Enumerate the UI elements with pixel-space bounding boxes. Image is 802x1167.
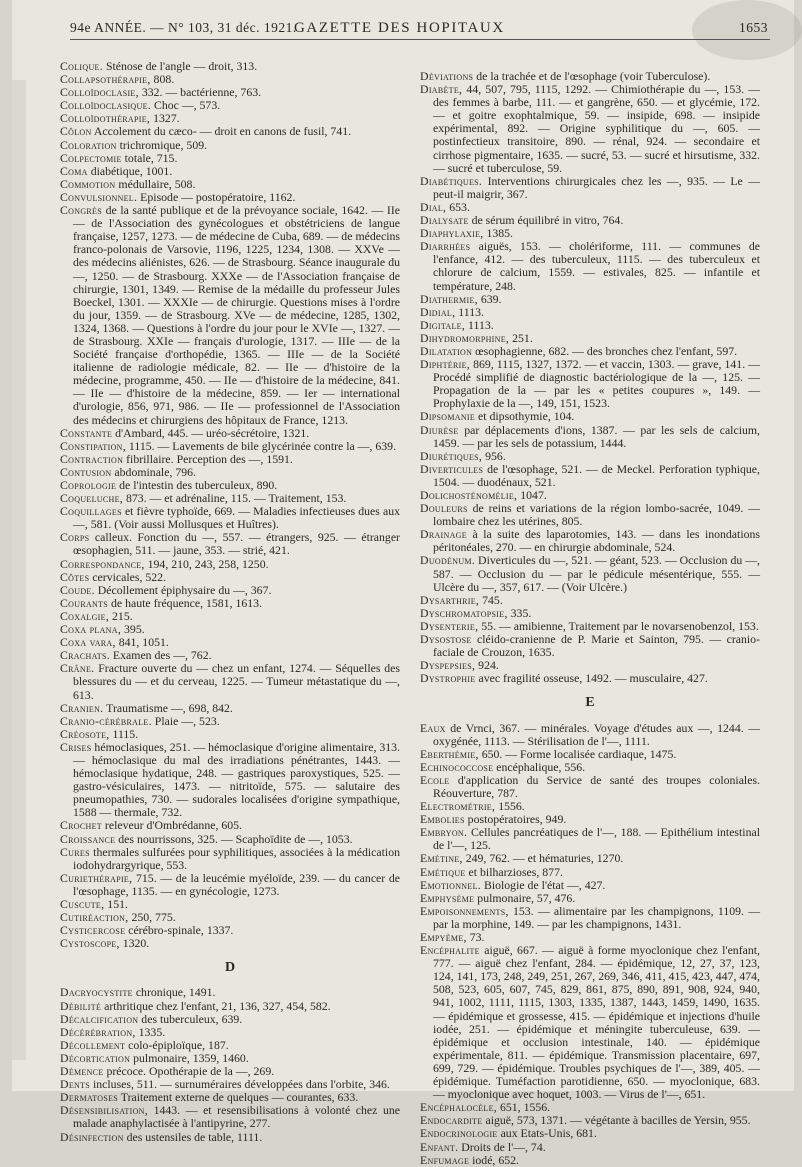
entry-heading: Diaphylaxie,	[420, 226, 484, 241]
entry-references: Accolement du cæco- — droit en canons de fusil, 741.	[91, 124, 352, 139]
entry-references: postopératoires, 949.	[464, 812, 567, 827]
entry-heading: Coquillages	[60, 504, 122, 519]
entry-references: 651, 1556.	[497, 1100, 551, 1115]
entry-references: 332. — bactérienne, 763.	[138, 85, 262, 100]
entry-heading: Diphtérie,	[420, 357, 471, 372]
entry-heading: Dipsomanie	[420, 409, 476, 424]
entry-references: Choc —, 573.	[151, 98, 221, 113]
entry-references: 249, 762. — et hématuries, 1270.	[462, 851, 624, 866]
entry-references: 1115. — Lavements de bile glycérinée contre la —, 639.	[125, 438, 397, 453]
entry-heading: Eberthémie,	[420, 746, 479, 761]
entry-heading: Coxa vara,	[60, 635, 116, 650]
entry-references: pulmonaire, 57, 476.	[474, 890, 576, 905]
entry-references: et bilharzioses, 877.	[465, 864, 563, 879]
index-entry	[420, 83, 760, 175]
index-entry	[420, 826, 760, 852]
entry-references: 335.	[507, 605, 532, 620]
entry-heading: Cuscute,	[60, 897, 105, 911]
index-entry	[60, 872, 400, 898]
entry-references: 44, 507, 795, 1115, 1292. — Chimiothérapie du —, 153. — des femmes à barbe, 111. — et gangrène, 650. — et glycémie, 172. — et goitre exophtalmique, 59. — insipide, 698. — insipide expérimental, 892. — Origine syphilitique du —, 605. — postinfectieux transitoire, 890. — rénal, 924. — secondaire et cirrhose pigmentaire, 1635. — sucré, 53. — sucré et hirsutisme, 332. — sucré et tuberculose, 59.	[433, 82, 760, 175]
entry-heading: Empoisonnements,	[420, 903, 509, 918]
entry-heading: Dialysate	[420, 213, 469, 228]
entry-references: de Vrnci, 367. — minérales. Voyage d'études aux —, 1244. — oxygénée, 1113. — Stérilisation de l'—, 1111.	[433, 720, 760, 748]
entry-references: 1115.	[109, 726, 139, 741]
entry-heading: Coma	[60, 163, 88, 178]
entry-heading: Empyème,	[420, 930, 467, 944]
entry-references: Droits de l'—, 74.	[458, 1139, 546, 1154]
entry-references: d'application du Service de santé des troupes coloniales. Réouverture, 787.	[433, 772, 760, 800]
entry-references: aiguë, 667. — aiguë à forme myoclonique chez l'enfant, 777. — aiguë chez l'enfant, 284. — épidémique, 12, 27, 37, 123, 124, 141, 173, 248, 249, 251, 267, 269, 346, 411, 415, 423, 447, 474, 508, 523, 605, 607, 745, 829, 861, 875, 890, 891, 908, 924, 940, 941, 1002, 1111, 1115, 1303, 1335, 1387, 1443, 1459, 1490, 1635. — épidémique et grossesse, 415. — épidémique et injections d'huile iodée, 251. — épidémique et méningite tuberculeuse, 639. — épidémique et occlusion intestinale, 140. — épidémique expérimentale, 811. — épidémique. Transmission placentaire, 697, 699, 729. — épidémique. Troubles psychiques de l'—, 389, 405. — épidémique. Tuméfaction parotidienne, 650. — myoclonique, 683. — myoclonique avec hoquet, 1003. — Virus de l'—, 651.	[433, 943, 760, 1102]
entry-references: cervicales, 522.	[89, 569, 167, 584]
entry-references: iodé, 652.	[469, 1152, 519, 1167]
entry-references: arthritique chez l'enfant, 21, 136, 327, 454, 582.	[101, 998, 331, 1013]
entry-references: Cellules pancréatiques de l'—, 188. — Epithélium intestinal de l'—, 125.	[433, 825, 760, 853]
entry-heading: Crises	[60, 739, 92, 754]
entry-references: 715. — de la leucémie myéloïde, 239. — du cancer de l'œsophage, 1135. — en gynécologie, 1273.	[73, 870, 400, 898]
entry-heading: Dystrophie	[420, 671, 476, 686]
entry-heading: Endocardite	[420, 1113, 483, 1128]
entry-references: Traitement externe de quelques — courantes, 633.	[118, 1090, 359, 1105]
index-entry	[420, 554, 760, 593]
entry-heading: Diabétiques.	[420, 173, 483, 188]
entry-references: de la santé publique et de la prévoyance sociale, 1642. — IIe — de l'Association des gynécologues et obstétriciens de langue française, 1257, 1273. — de médecine de Cuba, 689. — de médecins franco-polonais de Varsovie, 1196, 1225, 1234, 1308. — XXVe — des médecins aliénistes, 626. — de Strasbourg. Séance inaugurale du —, 1250. — de Strasbourg. XXXe — de l'Association française de chirurgie, 1301, 1349. — Remise de la médaille du professeur Jules Boeckel, 1301. — XXXIe — de chirurgie. Questions mises à l'ordre du jour, 1359. — de Strasbourg. XVe — de médecine, 1285, 1302, 1324, 1368. — Questions à l'ordre du jour pour le XVIe —, 1327. — de Strasbourg. XXIe — français d'urologie, 1317. — IIIe — de la Société française d'orthopédie, 1365. — IIIe — de la Société italienne de radiologie médicale, 82. — IIe — d'histoire de la médecine, programme, 450. — IIe — d'histoire de la médecine, 841. — IIe — d'histoire de la médecine, 859. — Ier — international d'urologie, 856, 971, 986. — IIe — professionnel de l'Association des médecins et chirurgiens des hôpitaux de France, 1213.	[73, 203, 400, 427]
entry-heading: Eaux	[420, 720, 446, 735]
entry-heading: Didial,	[420, 304, 456, 319]
entry-heading: Emotionnel.	[420, 877, 482, 892]
entry-references: aiguë, 573, 1371. — végétante à bacilles de Yersin, 955.	[482, 1113, 751, 1128]
entry-heading: Correspondance,	[60, 556, 145, 571]
entry-heading: Constante	[60, 425, 113, 440]
entry-references: 924.	[475, 658, 499, 673]
entry-heading: Convulsionnel.	[60, 189, 138, 204]
index-entry	[420, 502, 760, 528]
index-entry	[60, 662, 400, 701]
entry-heading: Dilatation	[420, 343, 473, 358]
issue-info: 94e ANNÉE. — N° 103, 31 déc. 1921.	[70, 20, 297, 35]
entry-heading: Endocrinologie	[420, 1126, 498, 1141]
index-entry	[60, 505, 400, 531]
entry-references: Fracture ouverte du — chez un enfant, 1274. — Séquelles des blessures du — et du cerveau, 1225. — Tumeur métastatique du —, 613.	[73, 661, 400, 702]
entry-heading: Cranio-cérébrale.	[60, 713, 152, 728]
entry-heading: Coxalgie,	[60, 608, 110, 623]
entry-heading: Coqueluche,	[60, 491, 124, 506]
index-page	[12, 0, 794, 1167]
entry-references: Episode — postopératoire, 1162.	[137, 189, 296, 204]
entry-references: de reins et variations de la région lombo-sacrée, 1049. — lombaire chez les utérines, 805.	[433, 501, 760, 529]
entry-heading: Démence	[60, 1064, 104, 1079]
entry-heading: Emétique	[420, 864, 466, 879]
entry-references: 650. — Forme localisée cardiaque, 1475.	[478, 746, 677, 761]
entry-heading: Douleurs	[420, 501, 468, 516]
entry-heading: Dial,	[420, 199, 447, 214]
entry-heading: Crachats.	[60, 648, 110, 663]
entry-heading: Désensibilisation,	[60, 1103, 148, 1118]
entry-references: 55. — amibienne, Traitement par le novarsenobenzol, 153.	[478, 618, 759, 633]
entry-heading: Coxa plana,	[60, 622, 122, 637]
index-entry	[60, 204, 400, 427]
entry-heading: Colloïdothérapie,	[60, 111, 151, 126]
entry-references: 215.	[109, 608, 133, 623]
entry-references: cérébro-spinale, 1337.	[125, 923, 234, 938]
entry-references: Examen des —, 762.	[109, 648, 212, 663]
entry-references: 1556.	[495, 799, 525, 814]
entry-references: œsophagienne, 682. — des bronches chez l'enfant, 597.	[472, 343, 738, 358]
entry-references: des ustensiles de table, 1111.	[123, 1129, 263, 1144]
entry-references: des nourrissons, 325. — Scaphoïdite de —, 1053.	[115, 831, 353, 846]
page-number: 1653	[739, 20, 768, 35]
entry-heading: Dolichosténomélie,	[420, 488, 518, 502]
entry-references: colo-épiploïque, 187.	[125, 1037, 229, 1052]
entry-references: 1113.	[455, 304, 484, 319]
index-entry	[60, 937, 400, 950]
entry-references: de sérum équilibré in vitro, 764.	[468, 213, 624, 228]
entry-references: 745.	[479, 592, 503, 607]
entry-references: de haute fréquence, 1581, 1613.	[108, 595, 263, 610]
index-entry	[420, 1154, 760, 1167]
index-entry	[420, 944, 760, 1101]
entry-references: 653.	[446, 199, 470, 214]
entry-references: par déplacements d'ions, 1387. — par les sels de calcium, 1459. — par les sels de potassium, 1444.	[433, 422, 760, 450]
entry-references: abdominale, 796.	[111, 464, 196, 479]
entry-references: totale, 715.	[121, 150, 178, 165]
entry-heading: Drainage	[420, 527, 467, 542]
entry-heading: Encéphalite	[420, 943, 480, 958]
entry-heading: Cutiréaction,	[60, 910, 129, 925]
entry-heading: Crochet	[60, 818, 102, 833]
journal-title: GAZETTE DES HOPITAUX	[294, 20, 505, 36]
index-column-right	[420, 69, 760, 1167]
entry-references: 869, 1115, 1327, 1372. — et vaccin, 1303. — grave, 141. — Procédé simplifié de diagnostic bactériologique de la —, 125. — Propagation de la — par les « petites coupures », 149. — Prophylaxie de la —, 149, 151, 1523.	[433, 357, 760, 411]
entry-heading: Contraction	[60, 451, 124, 466]
index-entry	[420, 722, 760, 748]
entry-references: Sténose de l'angle — droit, 313.	[103, 59, 258, 73]
index-entry	[420, 905, 760, 931]
index-entry	[420, 672, 760, 685]
entry-heading: Cranien.	[60, 700, 104, 715]
entry-heading: Dacryocystite	[60, 985, 133, 1000]
entry-references: 873. — et adrénaline, 115. — Traitement, 153.	[123, 491, 347, 506]
entry-heading: Corps	[60, 530, 90, 545]
entry-references: 395.	[121, 622, 145, 637]
index-entry	[60, 1104, 400, 1130]
entry-references: releveur d'Ombrédanne, 605.	[101, 818, 242, 833]
section-letter: E	[585, 695, 595, 711]
section-letter: D	[224, 960, 236, 976]
entry-references: diabétique, 1001.	[87, 163, 173, 178]
entry-heading: Décollement	[60, 1037, 126, 1052]
entry-references: aux Etats-Unis, 681.	[497, 1126, 597, 1141]
entry-heading: Congrès	[60, 203, 102, 218]
entry-references: précoce. Opothérapie de la —, 269.	[103, 1064, 275, 1079]
entry-references: chronique, 1491.	[132, 985, 216, 1000]
entry-heading: Débilité	[60, 998, 102, 1013]
entry-references: Biologie de l'état —, 427.	[481, 877, 606, 892]
entry-heading: Cystoscope,	[60, 936, 120, 951]
entry-heading: Déviations	[420, 69, 474, 83]
entry-references: hémoclasiques, 251. — hémoclasique d'origine alimentaire, 313. — hémoclasique du mal des irradiations pénétrantes, 1443. — hémoclasique hydatique, 248. — gastriques paroxystiques, 525. — gastro-vésiculaires, 1473. — nitritoïde, 575. — salutaire des pneumopathies, 730. — sudorales localisées d'origine sympathique, 1588 — thermale, 732.	[73, 739, 400, 820]
entry-references: Interventions chirurgicales chez les —, 935. — Le — peut-il maigrir, 367.	[433, 173, 760, 201]
entry-references: et dipsothymie, 104.	[475, 409, 575, 424]
entry-references: et fièvre typhoïde, 669. — Maladies infectieuses dues aux —, 581. (Voir aussi Mollusques et Huîtres).	[73, 504, 400, 532]
entry-heading: Colique.	[60, 59, 103, 73]
entry-references: incluses, 511. — surnuméraires développées dans l'orbite, 346.	[90, 1077, 390, 1092]
entry-references: Traumatisme —, 698, 842.	[103, 700, 233, 715]
entry-heading: Dihydromorphine,	[420, 330, 510, 345]
entry-heading: Commotion	[60, 176, 116, 191]
entry-heading: Embryon.	[420, 825, 468, 840]
running-header	[70, 10, 770, 40]
entry-heading: Diabète,	[420, 82, 463, 97]
entry-references: fibrillaire. Perception des —, 1591.	[123, 451, 293, 466]
entry-heading: Dyspepsies,	[420, 658, 476, 673]
entry-heading: Enfumage	[420, 1152, 470, 1167]
entry-heading: Diurétiques,	[420, 448, 483, 463]
entry-heading: Dysostose	[420, 632, 472, 647]
entry-heading: Contusion	[60, 464, 112, 479]
entry-heading: Colloïdoclasique.	[60, 98, 152, 113]
index-entry	[60, 741, 400, 820]
entry-references: 1327.	[150, 111, 180, 126]
entry-references: Diverticules du —, 521. — géant, 523. — Occlusion du —, 587. — Occlusion du — par le pédicule mésentérique, 555. — Ulcère du —, 357, 617. — (Voir Ulcère.)	[433, 553, 760, 594]
entry-heading: Dysarthrie,	[420, 592, 480, 607]
page-edge-shadow	[12, 80, 26, 1060]
entry-references: cléido-cranienne de P. Marie et Sainton, 795. — cranio-faciale de Crouzon, 1635.	[433, 632, 760, 660]
entry-heading: Electrométrie,	[420, 799, 496, 814]
entry-heading: Dyschromatopsie,	[420, 605, 508, 620]
entry-heading: Courants	[60, 595, 109, 610]
entry-references: 956.	[482, 448, 506, 463]
entry-heading: Décortication	[60, 1050, 131, 1065]
entry-heading: Emétine,	[420, 851, 463, 866]
index-entry	[420, 358, 760, 410]
entry-references: 1443. — et resensibilisations à volonté chez une malade anaphylactisée à l'antipyrine, 277.	[73, 1103, 400, 1131]
entry-references: de l'œsophage, 521. — de Meckel. Perforation typhique, 1504. — duodénaux, 521.	[433, 461, 760, 489]
entry-heading: Désinfection	[60, 1129, 124, 1144]
entry-references: avec fragilité osseuse, 1492. — musculaire, 427.	[475, 671, 708, 686]
entry-heading: Collapsothérapie,	[60, 72, 151, 87]
entry-references: 151.	[104, 897, 128, 911]
entry-references: 639.	[477, 291, 502, 306]
entry-references: médullaire, 508.	[115, 176, 196, 191]
entry-heading: Constipation,	[60, 438, 126, 453]
entry-heading: Enfant.	[420, 1139, 459, 1154]
entry-heading: Diurèse	[420, 422, 459, 437]
entry-heading: Décalcification	[60, 1011, 139, 1026]
entry-heading: Colloïdoclasie,	[60, 85, 139, 100]
entry-heading: Dysenterie,	[420, 618, 479, 633]
entry-references: 251.	[509, 330, 533, 345]
entry-heading: Diathermie,	[420, 291, 478, 306]
entry-heading: Digitale,	[420, 317, 466, 332]
entry-references: Plaie —, 523.	[151, 713, 220, 728]
entry-references: 153. — alimentaire par les champignons, 1109. — par la morphine, 149. — par les champignons, 1431.	[433, 903, 760, 931]
index-column-left	[60, 59, 400, 1144]
entry-references: encéphalique, 556.	[493, 759, 586, 774]
entry-references: à la suite des laparotomies, 143. — dans les inondations péritonéales, 270. — en chirurgie abdominale, 524.	[433, 527, 760, 555]
entry-references: 1047.	[517, 488, 547, 502]
entry-heading: Curiethérapie,	[60, 870, 133, 885]
index-entry	[60, 531, 400, 557]
entry-heading: Coprologie	[60, 478, 117, 492]
entry-heading: Embolies	[420, 812, 465, 827]
entry-references: aiguës, 153. — cholériforme, 111. — communes de l'enfance, 412. — des tuberculeux, 1115. — des tuberculeux et chlorure de calcium, 1559. — estivales, 825. — infantile et température, 248.	[433, 239, 760, 293]
entry-references: calleux. Fonction du —, 557. — étrangers, 925. — étranger œsophagien, 511. — jaune, 353. — strié, 421.	[73, 530, 400, 558]
entry-references: 1335.	[135, 1024, 166, 1039]
index-entry	[60, 1131, 400, 1144]
entry-heading: Diarrhées	[420, 239, 471, 254]
entry-heading: Ecole	[420, 772, 450, 787]
entry-heading: Dermatoses	[60, 1090, 119, 1105]
index-entry	[60, 846, 400, 872]
entry-references: trichromique, 509.	[116, 137, 208, 152]
entry-references: 841, 1051.	[115, 635, 169, 650]
entry-heading: Créosote,	[60, 726, 110, 741]
entry-heading: Coloration	[60, 137, 117, 152]
entry-references: des tuberculeux, 639.	[138, 1011, 243, 1026]
entry-heading: Colpectomie	[60, 150, 122, 165]
entry-references: thermales sulfurées pour syphilitiques, associées à la médication iodohydrargyrique, 553.	[73, 844, 400, 872]
index-entry	[420, 528, 760, 554]
entry-references: 194, 210, 243, 258, 1250.	[144, 556, 269, 571]
entry-references: 808.	[150, 72, 175, 87]
entry-references: de la trachée et de l'œsophage (voir Tuberculose).	[473, 69, 711, 83]
entry-heading: Cures	[60, 844, 90, 859]
entry-heading: Côtes	[60, 569, 90, 584]
entry-references: 1113.	[465, 317, 494, 332]
entry-heading: Décérébration,	[60, 1024, 136, 1039]
entry-references: 1385.	[483, 226, 514, 241]
entry-heading: Côlon	[60, 124, 92, 139]
entry-heading: Echinococcose	[420, 759, 494, 774]
entry-references: pulmonaire, 1359, 1460.	[130, 1050, 249, 1065]
entry-heading: Croissance	[60, 831, 116, 846]
entry-heading: Cysticercose	[60, 923, 126, 938]
index-entry	[420, 633, 760, 659]
index-entry	[420, 175, 760, 201]
index-entry	[420, 240, 760, 292]
entry-heading: Coude.	[60, 582, 95, 597]
entry-heading: Diverticules	[420, 461, 484, 476]
entry-heading: Emphysème	[420, 890, 475, 905]
entry-heading: Crâne.	[60, 661, 95, 676]
entry-references: 1320.	[119, 936, 150, 951]
index-entry	[420, 424, 760, 450]
entry-references: de l'intestin des tuberculeux, 890.	[116, 478, 278, 492]
entry-heading: Duodénum.	[420, 553, 476, 568]
entry-heading: Encéphalocèle,	[420, 1100, 498, 1115]
index-entry	[420, 774, 760, 800]
entry-references: 73.	[466, 930, 485, 944]
entry-references: 250, 775.	[128, 910, 176, 925]
entry-references: Décollement épiphysaire du —, 367.	[94, 582, 272, 597]
entry-references: d'Ambard, 445. — uréo-sécrétoire, 1321.	[112, 425, 310, 440]
index-entry	[420, 463, 760, 489]
entry-heading: Dents	[60, 1077, 91, 1092]
